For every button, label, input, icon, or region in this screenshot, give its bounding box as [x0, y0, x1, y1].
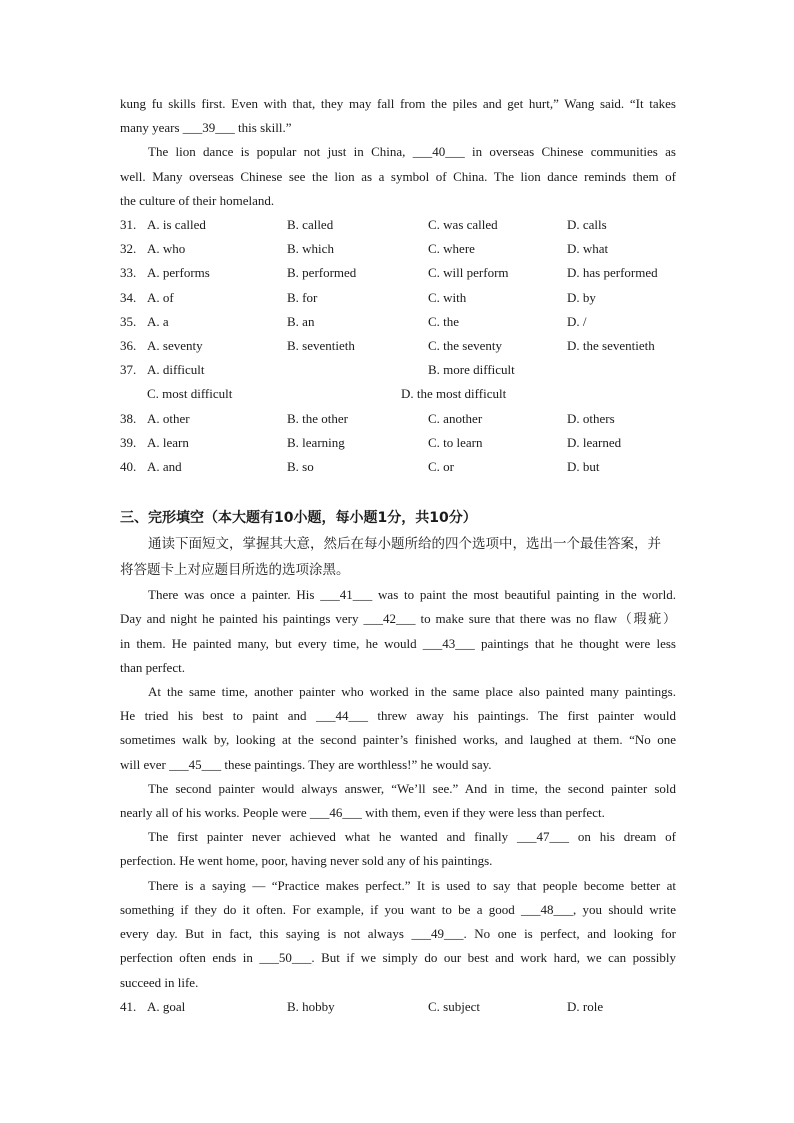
passage-line: The second painter would always answer, “We’ll see.” And in time, the second painter sold: [148, 780, 676, 796]
option-d: D. but: [567, 459, 600, 475]
passage-line: There is a saying — “Practice makes perfect.” It is used to say that people become better at: [148, 877, 676, 893]
passage-line: There was once a painter. His ___41___ was to paint the most beautiful painting in the world.: [148, 587, 676, 603]
option-a: A. seventy: [147, 338, 203, 354]
question-32: [120, 237, 676, 261]
question-39: [120, 431, 676, 455]
passage-line: At the same time, another painter who worked in the same place also painted many paintings.: [148, 684, 676, 700]
option-d: D. others: [567, 410, 615, 426]
question-36: [120, 334, 676, 358]
passage-line: the culture of their homeland.: [120, 192, 275, 208]
question-number: 38.: [120, 410, 137, 426]
option-b: B. so: [287, 459, 314, 475]
option-a: A. of: [147, 289, 174, 305]
cloze-passage: [120, 583, 676, 994]
question-number: 37.: [120, 362, 137, 378]
exam-page: [120, 92, 676, 1019]
option-b: B. learning: [287, 434, 345, 450]
option-d: D. by: [567, 289, 596, 305]
passage-line: will ever ___45___ these paintings. They are worthless!” he would say.: [120, 756, 492, 772]
question-37: [120, 358, 676, 382]
passage-line: The first painter never achieved what he wanted and finally ___47___ on his dream of: [148, 829, 676, 845]
option-b: B. which: [287, 241, 334, 257]
passage-line: kung fu skills first. Even with that, they may fall from the piles and get hurt,” Wang said. “It takes: [120, 96, 676, 111]
option-d: D. role: [567, 998, 604, 1014]
question-number: 39.: [120, 434, 137, 450]
option-c: C. subject: [428, 998, 480, 1014]
passage-line: something if they do it often. For example, if you want to be a good ___48___, you should write: [120, 901, 676, 917]
option-c: C. to learn: [428, 434, 483, 450]
option-c: C. with: [428, 289, 467, 305]
option-a: A. learn: [147, 434, 189, 450]
passage-line: succeed in life.: [120, 974, 199, 990]
option-c: C. the: [428, 313, 460, 329]
option-c: C. where: [428, 241, 475, 257]
option-d: D. calls: [567, 217, 607, 233]
option-c: C. most difficult: [147, 386, 233, 402]
question-31: [120, 213, 676, 237]
passage-line: Day and night he painted his paintings very ___42___ to make sure that there was no flaw（瑕疵）: [120, 611, 676, 627]
option-a: A. who: [147, 241, 186, 257]
option-a: A. goal: [147, 998, 186, 1014]
question-number: 34.: [120, 289, 137, 305]
option-d: D. the seventieth: [567, 338, 655, 354]
option-d: D. learned: [567, 434, 622, 450]
question-34: [120, 286, 676, 310]
option-d: D. /: [567, 313, 587, 329]
option-d: D. the most difficult: [401, 386, 507, 402]
question-number: 35.: [120, 313, 137, 329]
option-c: C. will perform: [428, 265, 509, 281]
question-list-31-40: [120, 213, 676, 479]
section-instructions: 通读下面短文，掌握其大意，然后在每小题所给的四个选项中，选出一个最佳答案，并: [148, 536, 661, 553]
passage-line: He tried his best to paint and ___44___ threw away his paintings. The first painter would: [120, 708, 676, 724]
passage-line: nearly all of his works. People were ___46___ with them, even if they were less than perfect.: [120, 805, 605, 821]
question-number: 41.: [120, 998, 137, 1014]
passage-line: perfection often ends in ___50___. But if we simply do our best and work hard, we can possibly: [120, 950, 676, 966]
passage-line: well. Many overseas Chinese see the lion as a symbol of China. The lion dance reminds them of: [120, 168, 676, 184]
question-number: 36.: [120, 338, 137, 354]
option-b: B. hobby: [287, 998, 335, 1014]
option-b: B. more difficult: [428, 362, 515, 378]
option-c: C. another: [428, 410, 483, 426]
question-41: [120, 995, 676, 1019]
passage-line: every day. But in fact, this saying is not always ___49___. No one is perfect, and looking for: [120, 926, 676, 942]
question-35: [120, 310, 676, 334]
question-33: [120, 261, 676, 285]
question-number: 31.: [120, 217, 137, 233]
question-40: [120, 455, 676, 479]
passage-line: perfection. He went home, poor, having never sold any of his paintings.: [120, 853, 493, 869]
option-a: A. a: [147, 313, 169, 329]
question-number: 40.: [120, 459, 137, 475]
question-number: 33.: [120, 265, 137, 281]
option-c: C. or: [428, 459, 454, 475]
passage-line: The lion dance is popular not just in China, ___40___ in overseas Chinese communities as: [148, 144, 676, 160]
section-instructions: 将答题卡上对应题目所选的选项涂黑。: [120, 562, 350, 579]
option-b: B. an: [287, 313, 315, 329]
option-d: D. has performed: [567, 265, 658, 281]
option-c: C. was called: [428, 217, 498, 233]
section-title: 三、完形填空（本大题有10小题，每小题1分，共10分）: [120, 510, 477, 527]
option-a: A. is called: [147, 217, 206, 233]
option-a: A. and: [147, 459, 182, 475]
option-a: A. performs: [147, 265, 210, 281]
question-38: [120, 407, 676, 431]
question-37-continued: [120, 382, 676, 406]
passage-line: in them. He painted many, but every time, he would ___43___ paintings that he thought were less: [120, 635, 676, 651]
option-a: A. difficult: [147, 362, 205, 378]
option-b: B. seventieth: [287, 338, 355, 354]
option-b: B. for: [287, 289, 318, 305]
option-b: B. the other: [287, 410, 349, 426]
passage-line: than perfect.: [120, 659, 185, 675]
option-a: A. other: [147, 410, 190, 426]
option-c: C. the seventy: [428, 338, 503, 354]
passage-line: sometimes walk by, looking at the second painter’s finished works, and laughed at them. “No one: [120, 732, 676, 748]
option-b: B. called: [287, 217, 334, 233]
option-b: B. performed: [287, 265, 357, 281]
option-d: D. what: [567, 241, 609, 257]
question-number: 32.: [120, 241, 137, 257]
passage-line: many years ___39___ this skill.”: [120, 120, 292, 136]
